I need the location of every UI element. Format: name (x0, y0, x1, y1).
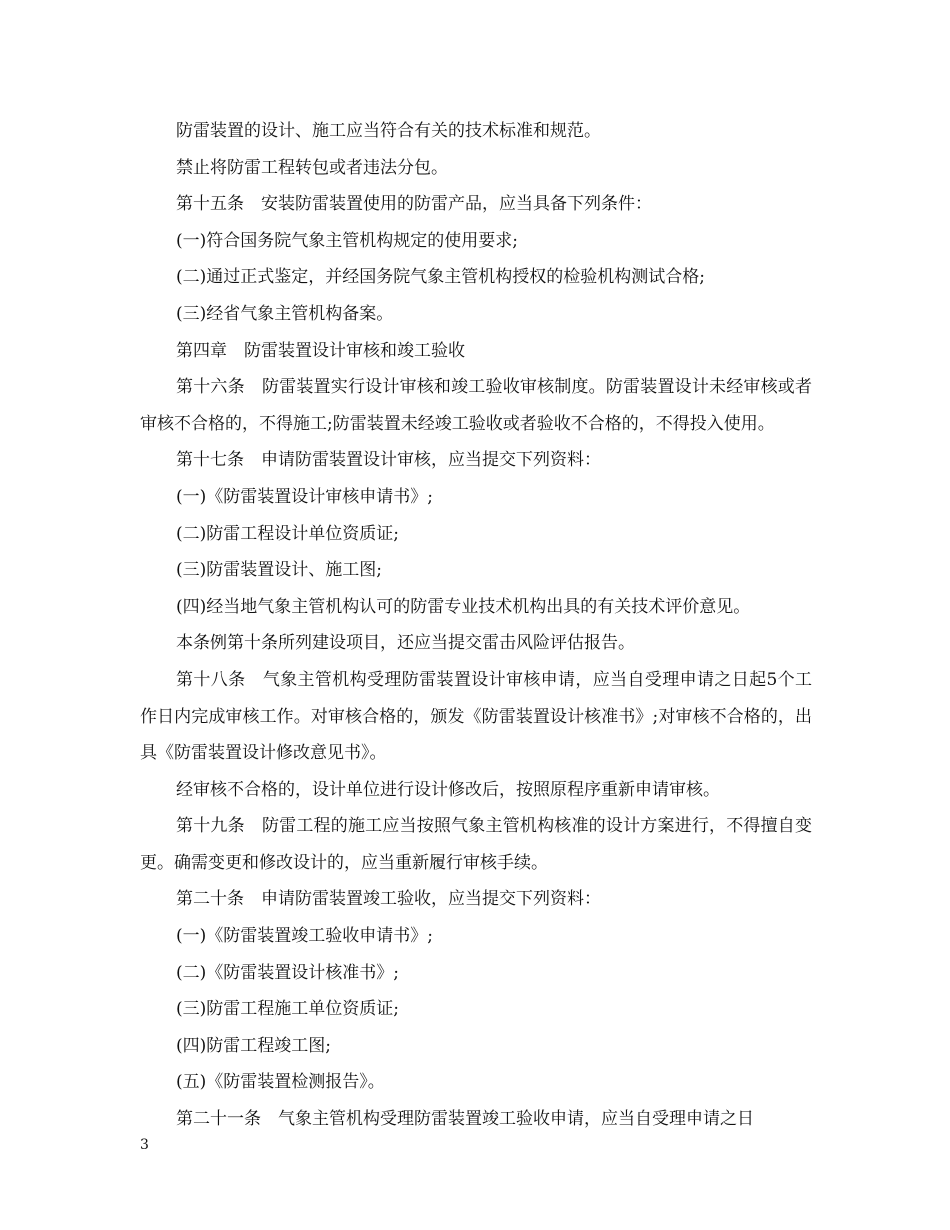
article-paragraph: 第十九条 防雷工程的施工应当按照气象主管机构核准的设计方案进行，不得擅自变更。确需变更和修改设计的，应当重新履行审核手续。 (140, 816, 812, 873)
list-item-paragraph: (一)《防雷装置设计审核申请书》; (176, 486, 433, 507)
paragraph: 防雷装置的设计、施工应当符合有关的技术标准和规范。 (176, 121, 601, 141)
list-item-paragraph: (一)《防雷装置竣工验收申请书》; (176, 926, 433, 947)
list-item-paragraph: (三)经省气象主管机构备案。 (176, 303, 394, 324)
list-item-paragraph: (二)通过正式鉴定，并经国务院气象主管机构授权的检验机构测试合格; (176, 267, 705, 288)
list-item-paragraph: (二)《防雷装置设计核准书》; (176, 962, 399, 983)
article-heading-paragraph: 第十五条 安装防雷装置使用的防雷产品，应当具备下列条件： (176, 194, 652, 215)
article-heading-paragraph: 第二十条 申请防雷装置竣工验收，应当提交下列资料： (176, 889, 601, 910)
paragraph: 经审核不合格的，设计单位进行设计修改后，按照原程序重新申请审核。 (176, 779, 720, 800)
article-paragraph: 第十八条 气象主管机构受理防雷装置设计审核申请，应当自受理申请之日起5个工作日内完成审核工作。对审核合格的，颁发《防雷装置设计核准书》;对审核不合格的，出具《防雷装置设计修改意见书》。 (140, 669, 812, 764)
article-paragraph: 第十六条 防雷装置实行设计审核和竣工验收审核制度。防雷装置设计未经审核或者审核不合格的，不得施工;防雷装置未经竣工验收或者验收不合格的，不得投入使用。 (140, 377, 812, 434)
list-item-paragraph: (四)经当地气象主管机构认可的防雷专业技术机构出具的有关技术评价意见。 (176, 596, 751, 617)
chapter-heading: 第四章 防雷装置设计审核和竣工验收 (176, 340, 465, 361)
list-item-paragraph: (二)防雷工程设计单位资质证; (176, 523, 399, 544)
list-item-paragraph: (一)符合国务院气象主管机构规定的使用要求; (176, 230, 518, 251)
paragraph: 本条例第十条所列建设项目，还应当提交雷击风险评估报告。 (176, 633, 635, 654)
list-item-paragraph: (五)《防雷装置检测报告》。 (176, 1072, 385, 1093)
article-heading-paragraph: 第十七条 申请防雷装置设计审核，应当提交下列资料： (176, 450, 601, 471)
article-paragraph: 第二十一条 气象主管机构受理防雷装置竣工验收申请，应当自受理申请之日 (176, 1109, 754, 1130)
list-item-paragraph: (四)防雷工程竣工图; (176, 1035, 331, 1056)
document-body (140, 113, 812, 1138)
page-number: 3 (140, 1137, 149, 1153)
list-item-paragraph: (三)防雷工程施工单位资质证; (176, 999, 399, 1020)
paragraph: 禁止将防雷工程转包或者违法分包。 (176, 157, 448, 178)
list-item-paragraph: (三)防雷装置设计、施工图; (176, 560, 382, 581)
